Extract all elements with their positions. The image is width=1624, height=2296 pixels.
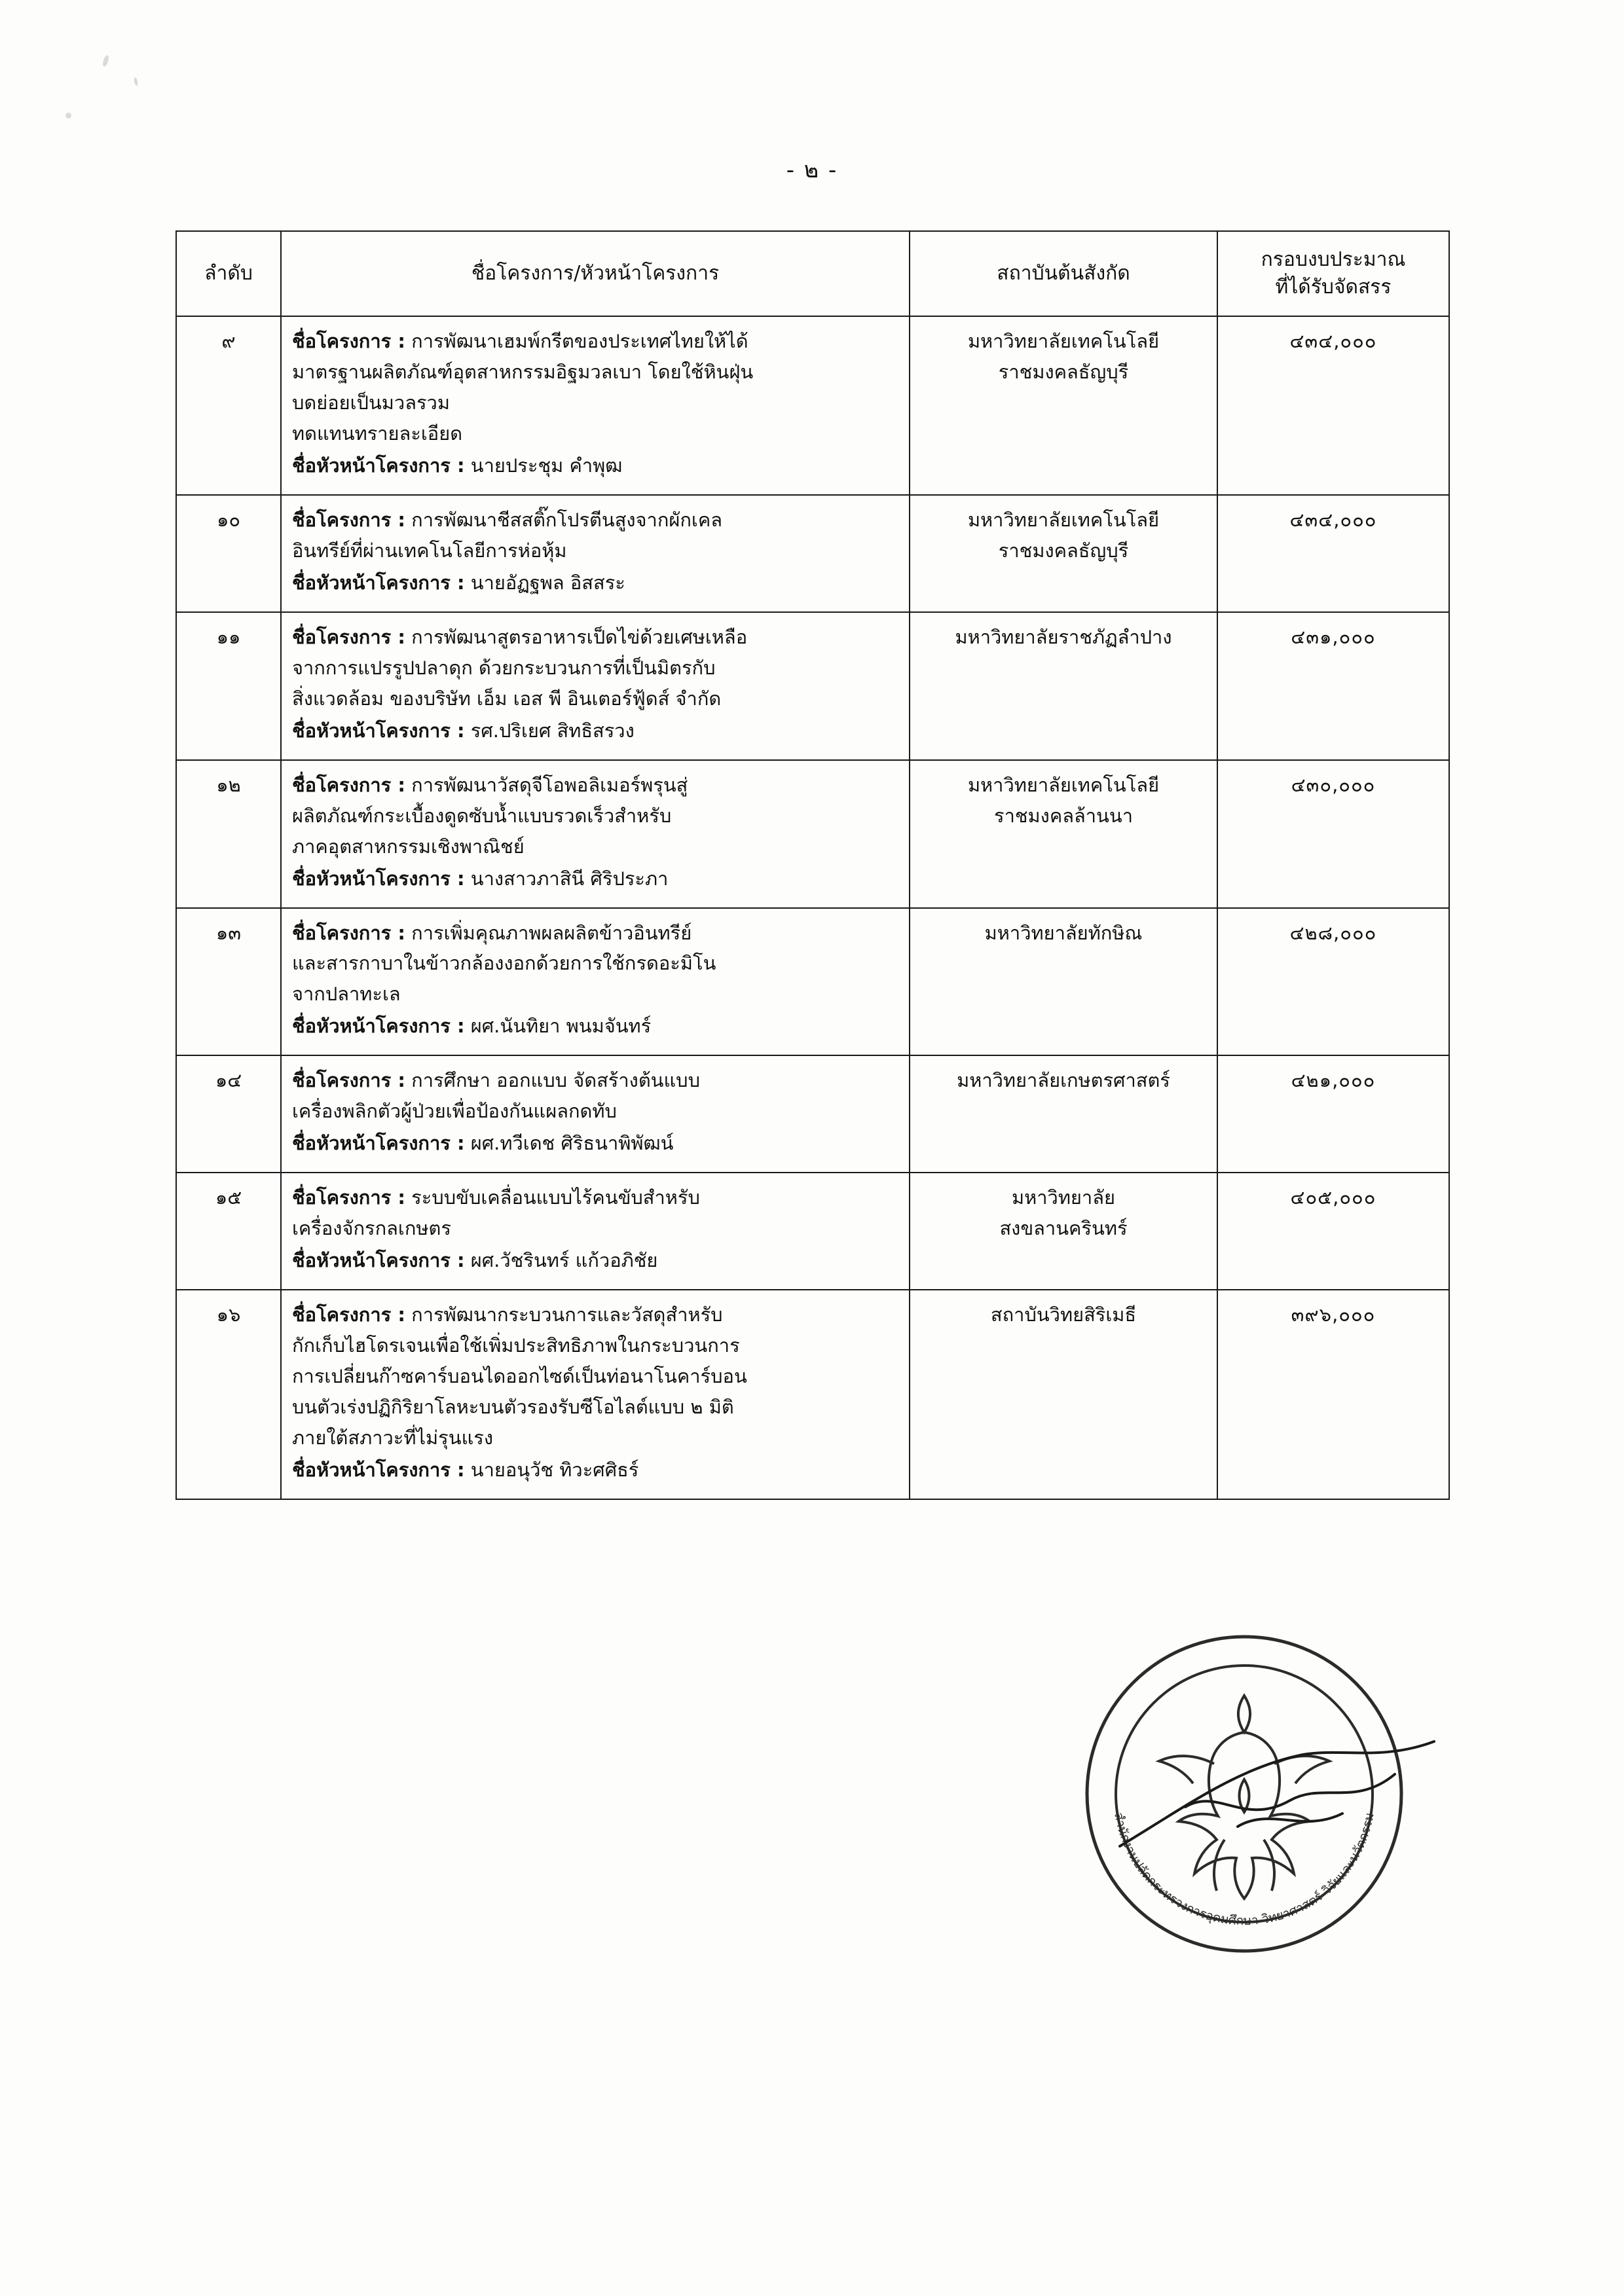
header-budget: [1217, 231, 1449, 316]
project-leader-line: [292, 864, 898, 894]
row-number: ๑๓: [176, 908, 281, 1056]
project-label: ชื่อโครงการ :: [292, 508, 405, 531]
leader-label: ชื่อหัวหน้าโครงการ :: [292, 1132, 465, 1155]
row-number: ๑๕: [176, 1173, 281, 1290]
table-row: [176, 612, 1449, 760]
allocation-table: [175, 230, 1450, 1500]
row-project-cell: [281, 1055, 910, 1173]
project-title-line: บนตัวเร่งปฏิกิริยาโลหะบนตัวรองรับซีโอไลต์แบบ ๒ มิติ: [292, 1396, 734, 1419]
table-row: [176, 908, 1449, 1056]
row-number: ๑๐: [176, 495, 281, 612]
project-leader-line: [292, 1128, 898, 1159]
header-project: ชื่อโครงการ/หัวหน้าโครงการ: [281, 231, 910, 316]
row-project-cell: [281, 612, 910, 760]
table-row: [176, 495, 1449, 612]
paper-speck: [65, 113, 71, 118]
paper-speck: [134, 77, 139, 86]
institute-line: มหาวิทยาลัยเทคโนโลยี: [967, 508, 1160, 531]
project-title-first-line: [292, 1182, 898, 1213]
table-row: [176, 316, 1449, 495]
project-label: ชื่อโครงการ :: [292, 921, 405, 944]
project-title-first-line: [292, 505, 898, 536]
project-leader-line: [292, 1455, 898, 1485]
table-row: [176, 1173, 1449, 1290]
project-leader-line: [292, 1011, 898, 1042]
project-label: ชื่อโครงการ :: [292, 330, 405, 352]
project-title-line: การพัฒนาสูตรอาหารเป็ดไข่ด้วยเศษเหลือ: [411, 625, 748, 648]
row-number: ๙: [176, 316, 281, 495]
leader-name: นายอนุวัช ทิวะศศิธร์: [470, 1459, 639, 1482]
row-budget: ๔๓๐,๐๐๐: [1217, 760, 1449, 908]
leader-label: ชื่อหัวหน้าโครงการ :: [292, 571, 465, 594]
project-leader-line: [292, 1245, 898, 1276]
project-title-line: บดย่อยเป็นมวลรวม: [292, 391, 450, 414]
project-title-line: การเพิ่มคุณภาพผลผลิตข้าวอินทรีย์: [411, 921, 692, 944]
project-label: ชื่อโครงการ :: [292, 1069, 405, 1092]
project-title-line: ทดแทนทรายละเอียด: [292, 422, 463, 445]
row-project-cell: [281, 908, 910, 1056]
leader-label: ชื่อหัวหน้าโครงการ :: [292, 454, 465, 477]
row-budget: ๔๒๘,๐๐๐: [1217, 908, 1449, 1056]
page-number: - ๒ -: [786, 157, 838, 183]
leader-name: รศ.ปริเยศ สิทธิสรวง: [470, 719, 635, 742]
institute-line: มหาวิทยาลัยเทคโนโลยี: [967, 773, 1160, 796]
leader-name: ผศ.วัชรินทร์ แก้วอภิชัย: [470, 1249, 658, 1272]
row-project-cell: [281, 760, 910, 908]
institute-line: มหาวิทยาลัยราชภัฏลำปาง: [955, 625, 1172, 648]
row-number: ๑๑: [176, 612, 281, 760]
row-budget: ๔๓๔,๐๐๐: [1217, 316, 1449, 495]
row-budget: ๓๙๖,๐๐๐: [1217, 1290, 1449, 1499]
row-project-cell: [281, 1173, 910, 1290]
project-title-line: การศึกษา ออกแบบ จัดสร้างต้นแบบ: [411, 1069, 700, 1092]
row-institute-cell: [910, 760, 1217, 908]
project-title-line: อินทรีย์ที่ผ่านเทคโนโลยีการห่อหุ้ม: [292, 539, 567, 562]
leader-name: นายอัฏฐพล อิสสระ: [470, 571, 625, 594]
project-label: ชื่อโครงการ :: [292, 773, 405, 796]
project-title-line: การพัฒนาเฮมพ์กรีตของประเทศไทยให้ได้: [411, 330, 748, 352]
row-project-cell: [281, 316, 910, 495]
institute-line: มหาวิทยาลัยเกษตรศาสตร์: [957, 1069, 1170, 1092]
project-title-first-line: [292, 622, 898, 653]
leader-name: นางสาวภาสินี ศิริประภา: [470, 867, 669, 890]
row-project-cell: [281, 495, 910, 612]
leader-label: ชื่อหัวหน้าโครงการ :: [292, 1249, 465, 1272]
table-row: [176, 1290, 1449, 1499]
header-budget-line1: กรอบงบประมาณ: [1261, 248, 1406, 271]
table-row: [176, 1055, 1449, 1173]
institute-line: ราชมงคลธัญบุรี: [998, 360, 1129, 383]
svg-text:สำนักงานปลัดกระทรวงการอุดมศึกษ: สำนักงานปลัดกระทรวงการอุดมศึกษา วิทยาศาสตร์ วิจัยและนวัตกรรม: [1111, 1811, 1377, 1929]
row-project-cell: [281, 1290, 910, 1499]
leader-label: ชื่อหัวหน้าโครงการ :: [292, 867, 465, 890]
project-label: ชื่อโครงการ :: [292, 1186, 405, 1209]
project-title-first-line: [292, 918, 898, 949]
row-number: ๑๖: [176, 1290, 281, 1499]
row-budget: ๔๓๑,๐๐๐: [1217, 612, 1449, 760]
official-seal: [1074, 1624, 1414, 1964]
project-title-line: เครื่องพลิกตัวผู้ป่วยเพื่อป้องกันแผลกดทับ: [292, 1100, 617, 1123]
project-title-line: การเปลี่ยนก๊าซคาร์บอนไดออกไซด์เป็นท่อนาโนคาร์บอน: [292, 1365, 747, 1388]
leader-name: นายประชุม คำพุฒ: [470, 454, 623, 477]
row-institute-cell: [910, 908, 1217, 1056]
project-title-line: มาตรฐานผลิตภัณฑ์อุตสาหกรรมอิฐมวลเบา โดยใช้หินฝุ่น: [292, 360, 754, 383]
row-institute-cell: [910, 316, 1217, 495]
row-institute-cell: [910, 612, 1217, 760]
project-title-first-line: [292, 770, 898, 801]
institute-line: สถาบันวิทยสิริเมธี: [990, 1303, 1137, 1326]
header-budget-line2: ที่ได้รับจัดสรร: [1275, 276, 1392, 299]
row-budget: ๔๒๑,๐๐๐: [1217, 1055, 1449, 1173]
project-title-first-line: [292, 1300, 898, 1330]
institute-line: มหาวิทยาลัยเทคโนโลยี: [967, 330, 1160, 352]
row-budget: ๔๓๔,๐๐๐: [1217, 495, 1449, 612]
project-title-first-line: [292, 326, 898, 357]
row-institute-cell: [910, 1173, 1217, 1290]
row-budget: ๔๐๕,๐๐๐: [1217, 1173, 1449, 1290]
leader-label: ชื่อหัวหน้าโครงการ :: [292, 719, 465, 742]
paper-speck: [101, 54, 109, 67]
header-institute: สถาบันต้นสังกัด: [910, 231, 1217, 316]
project-title-line: กักเก็บไฮโดรเจนเพื่อใช้เพิ่มประสิทธิภาพในกระบวนการ: [292, 1334, 740, 1357]
leader-label: ชื่อหัวหน้าโครงการ :: [292, 1459, 465, 1482]
project-title-line: จากปลาทะเล: [292, 983, 401, 1006]
project-title-line: สิ่งแวดล้อม ของบริษัท เอ็ม เอส พี อินเตอร์ฟู้ดส์ จำกัด: [292, 687, 722, 710]
signature-mark: [1107, 1728, 1473, 1872]
institute-line: ราชมงคลธัญบุรี: [998, 539, 1129, 562]
institute-line: มหาวิทยาลัย: [1012, 1186, 1115, 1209]
project-label: ชื่อโครงการ :: [292, 625, 405, 648]
project-title-line: ผลิตภัณฑ์กระเบื้องดูดซับน้ำแบบรวดเร็วสำหรับ: [292, 804, 672, 827]
leader-label: ชื่อหัวหน้าโครงการ :: [292, 1015, 465, 1038]
project-leader-line: [292, 716, 898, 746]
table-header-row: [176, 231, 1449, 316]
project-title-line: ภายใต้สภาวะที่ไม่รุนแรง: [292, 1427, 493, 1449]
project-title-line: การพัฒนากระบวนการและวัสดุสำหรับ: [411, 1303, 723, 1326]
row-number: ๑๒: [176, 760, 281, 908]
project-title-line: ระบบขับเคลื่อนแบบไร้คนขับสำหรับ: [411, 1186, 700, 1209]
header-no: ลำดับ: [176, 231, 281, 316]
project-title-line: และสารกาบาในข้าวกล้องงอกด้วยการใช้กรดอะมิโน: [292, 952, 716, 975]
institute-line: สงขลานครินทร์: [999, 1217, 1128, 1240]
leader-name: ผศ.นันทิยา พนมจันทร์: [470, 1015, 652, 1038]
project-title-line: การพัฒนาชีสสติ๊กโปรตีนสูงจากผักเคล: [411, 508, 723, 531]
row-number: ๑๔: [176, 1055, 281, 1173]
project-leader-line: [292, 450, 898, 481]
project-leader-line: [292, 568, 898, 598]
leader-name: ผศ.ทวีเดช ศิริธนาพิพัฒน์: [470, 1132, 674, 1155]
project-title-line: ภาคอุตสาหกรรมเชิงพาณิชย์: [292, 835, 525, 858]
institute-line: มหาวิทยาลัยทักษิณ: [984, 921, 1143, 944]
project-title-line: เครื่องจักรกลเกษตร: [292, 1217, 451, 1240]
project-title-line: จากการแปรรูปปลาดุก ด้วยกระบวนการที่เป็นมิตรกับ: [292, 656, 716, 679]
table-row: [176, 760, 1449, 908]
row-institute-cell: [910, 1290, 1217, 1499]
row-institute-cell: [910, 495, 1217, 612]
project-label: ชื่อโครงการ :: [292, 1303, 405, 1326]
row-institute-cell: [910, 1055, 1217, 1173]
project-title-first-line: [292, 1065, 898, 1096]
project-title-line: การพัฒนาวัสดุจีโอพอลิเมอร์พรุนสู่: [411, 773, 688, 796]
institute-line: ราชมงคลล้านนา: [994, 804, 1133, 827]
